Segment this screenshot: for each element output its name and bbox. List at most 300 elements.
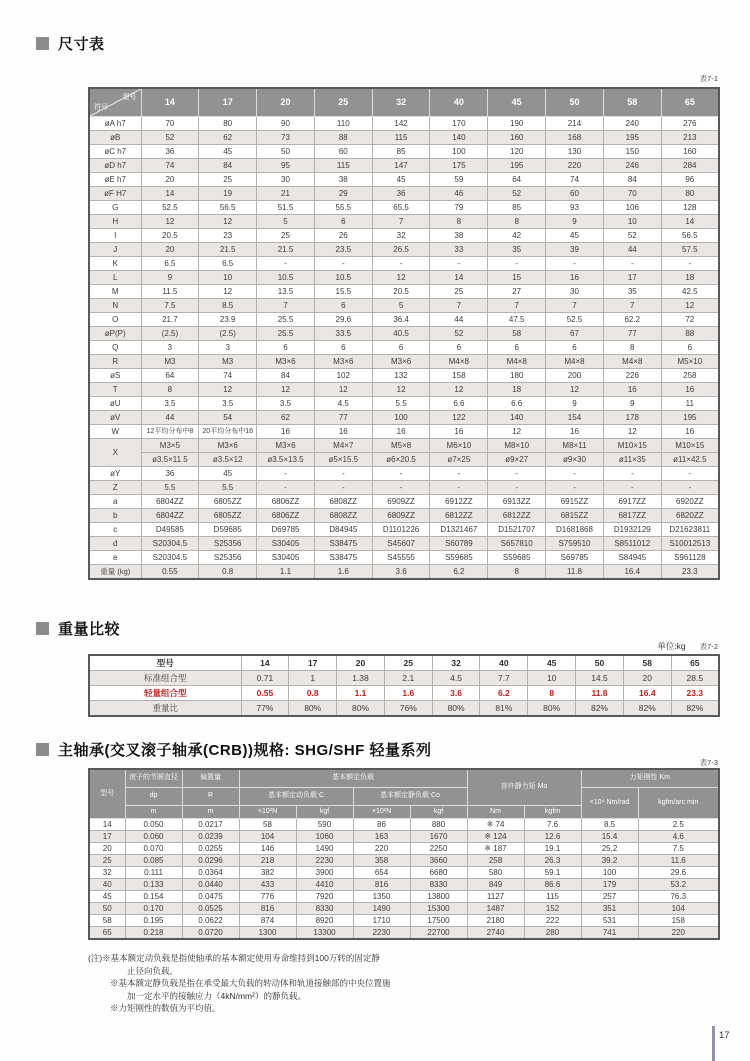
model-header-cell: 20: [257, 88, 315, 117]
symbol-label-cell: øA h7: [89, 117, 141, 131]
value-cell: S20304.5: [141, 537, 199, 551]
value-cell: 54: [199, 411, 257, 425]
value-cell: 18: [661, 271, 719, 285]
symbol-label-cell: R: [89, 355, 141, 369]
value-cell: D1681868: [546, 523, 604, 537]
value-cell: 776: [239, 891, 296, 903]
footnote-line: ※基本额定静负载是指在承受最大负载的转动体和轨道接触部的中央位置施: [110, 978, 391, 988]
value-cell: 104: [239, 831, 296, 843]
value-cell: 6.6: [488, 397, 546, 411]
value-cell: 77: [314, 411, 372, 425]
value-cell: 10: [603, 215, 661, 229]
header-km-unit-kgfm: kgfm/arc min: [638, 788, 719, 819]
table-row: [89, 523, 719, 537]
value-cell: -: [546, 481, 604, 495]
value-cell: M4×8: [430, 355, 488, 369]
value-cell: 13300: [296, 927, 353, 940]
value-cell: 2230: [353, 927, 410, 940]
value-cell: 45: [199, 467, 257, 481]
value-cell: 12: [199, 383, 257, 397]
symbol-label-cell: øC h7: [89, 145, 141, 159]
value-cell: 35: [603, 285, 661, 299]
value-cell: 62: [199, 131, 257, 145]
value-cell: 6915ZZ: [546, 495, 604, 509]
model-cell: 45: [89, 891, 125, 903]
value-cell: S961128: [661, 551, 719, 565]
value-cell: 58: [488, 327, 546, 341]
model-cell: 25: [89, 855, 125, 867]
value-cell: 88: [314, 131, 372, 145]
value-cell: 16: [603, 383, 661, 397]
value-cell: M4×8: [488, 355, 546, 369]
value-cell: 880: [410, 819, 467, 831]
symbol-label-cell: N: [89, 299, 141, 313]
value-cell: 56.5: [199, 201, 257, 215]
value-cell: 130: [546, 145, 604, 159]
table-row: [89, 855, 719, 867]
value-cell: 0.0720: [182, 927, 239, 940]
unit-dyn-n: ×10²N: [239, 806, 296, 819]
value-cell: 12: [603, 425, 661, 439]
table-row: [89, 243, 719, 257]
bearing-header-row1: [89, 769, 719, 788]
value-cell: S45555: [372, 551, 430, 565]
value-cell: D1321467: [430, 523, 488, 537]
value-cell: 276: [661, 117, 719, 131]
header-dp: dp: [125, 788, 182, 806]
value-cell: M6×10: [430, 439, 488, 453]
table-row: [89, 495, 719, 509]
value-cell: 33: [430, 243, 488, 257]
value-cell: -: [314, 257, 372, 271]
value-cell: D21623811: [661, 523, 719, 537]
table-row: [89, 819, 719, 831]
value-cell: 0.133: [125, 879, 182, 891]
value-cell: 25.5: [257, 327, 315, 341]
value-cell: 57.5: [661, 243, 719, 257]
value-cell: 70: [603, 187, 661, 201]
value-cell: D49585: [141, 523, 199, 537]
value-cell: 849: [467, 879, 524, 891]
model-header-cell: 58: [623, 655, 671, 671]
value-cell: 0.111: [125, 867, 182, 879]
value-cell: 25: [199, 173, 257, 187]
value-cell: 0.71: [241, 671, 289, 686]
value-cell: M3×6: [372, 355, 430, 369]
value-cell: 20: [623, 671, 671, 686]
value-cell: 20.5: [372, 285, 430, 299]
value-cell: 18: [488, 383, 546, 397]
value-cell: 52: [603, 229, 661, 243]
row-label-cell: 重量比: [89, 701, 241, 717]
value-cell: 6804ZZ: [141, 509, 199, 523]
value-cell: 80%: [528, 701, 576, 717]
value-cell: ø3.5×11.5: [141, 453, 199, 467]
value-cell: 16: [430, 425, 488, 439]
value-cell: ø11×42.5: [661, 453, 719, 467]
value-cell: 14: [430, 271, 488, 285]
value-cell: 195: [603, 131, 661, 145]
value-cell: 19: [199, 187, 257, 201]
value-cell: 12: [141, 215, 199, 229]
value-cell: 51.5: [257, 201, 315, 215]
model-header-cell: 17: [199, 88, 257, 117]
value-cell: 12: [488, 425, 546, 439]
value-cell: 654: [353, 867, 410, 879]
footnotes: [88, 952, 391, 1015]
footnote-line: (注)※基本额定动负载是指使轴承的基本额定使用寿命维持到100万转的固定静: [88, 953, 380, 963]
value-cell: 220: [638, 927, 719, 940]
value-cell: 74: [546, 173, 604, 187]
value-cell: 16: [314, 425, 372, 439]
value-cell: 590: [296, 819, 353, 831]
table-row: [89, 509, 719, 523]
value-cell: 100: [430, 145, 488, 159]
value-cell: S69785: [546, 551, 604, 565]
value-cell: 147: [372, 159, 430, 173]
value-cell: 7: [488, 299, 546, 313]
value-cell: 1.38: [337, 671, 385, 686]
value-cell: 0.0217: [182, 819, 239, 831]
value-cell: 6.5: [199, 257, 257, 271]
page-number-bar: [712, 1026, 715, 1061]
value-cell: 7920: [296, 891, 353, 903]
value-cell: 25: [257, 229, 315, 243]
value-cell: ※ 187: [467, 843, 524, 855]
value-cell: 47.5: [488, 313, 546, 327]
value-cell: 38: [314, 173, 372, 187]
value-cell: (2.5): [141, 327, 199, 341]
value-cell: 8: [488, 565, 546, 580]
value-cell: 64: [141, 369, 199, 383]
symbol-label-cell: W: [89, 425, 141, 439]
value-cell: ø5×15.5: [314, 453, 372, 467]
value-cell: 0.0296: [182, 855, 239, 867]
model-cell: 20: [89, 843, 125, 855]
table-row: [89, 537, 719, 551]
value-cell: 1350: [353, 891, 410, 903]
table-row: [89, 915, 719, 927]
value-cell: 115: [524, 891, 581, 903]
value-cell: 29: [314, 187, 372, 201]
value-cell: 85: [372, 145, 430, 159]
value-cell: 76%: [384, 701, 432, 717]
table-row: [89, 145, 719, 159]
value-cell: 4.5: [314, 397, 372, 411]
value-cell: 1.1: [257, 565, 315, 580]
table-row: [89, 201, 719, 215]
value-cell: 26: [314, 229, 372, 243]
model-header-cell: 45: [528, 655, 576, 671]
value-cell: M3×6: [257, 439, 315, 453]
value-cell: 8: [603, 341, 661, 355]
value-cell: 6808ZZ: [314, 509, 372, 523]
value-cell: 3: [141, 341, 199, 355]
table-row: [89, 903, 719, 915]
value-cell: 67: [546, 327, 604, 341]
value-cell: 160: [661, 145, 719, 159]
value-cell: S59685: [430, 551, 488, 565]
value-cell: 16.4: [623, 686, 671, 701]
table-row: [89, 355, 719, 369]
heading-square-icon: [36, 743, 49, 756]
symbol-label-cell: øS: [89, 369, 141, 383]
model-cell: 32: [89, 867, 125, 879]
value-cell: 0.085: [125, 855, 182, 867]
value-cell: 104: [638, 903, 719, 915]
value-cell: 9: [603, 397, 661, 411]
value-cell: 6804ZZ: [141, 495, 199, 509]
value-cell: 8330: [410, 879, 467, 891]
value-cell: D69785: [257, 523, 315, 537]
value-cell: S45607: [372, 537, 430, 551]
value-cell: 6.2: [430, 565, 488, 580]
symbol-label-cell: a: [89, 495, 141, 509]
value-cell: 77%: [241, 701, 289, 717]
value-cell: 20.5: [141, 229, 199, 243]
value-cell: M5×8: [372, 439, 430, 453]
table-row: [89, 481, 719, 495]
value-cell: 6809ZZ: [372, 509, 430, 523]
value-cell: ※ 124: [467, 831, 524, 843]
value-cell: 163: [353, 831, 410, 843]
value-cell: D1101226: [372, 523, 430, 537]
value-cell: 21.5: [257, 243, 315, 257]
value-cell: 35: [488, 243, 546, 257]
value-cell: 102: [314, 369, 372, 383]
dimension-header-row: [89, 88, 719, 117]
value-cell: 11.5: [141, 285, 199, 299]
value-cell: 190: [488, 117, 546, 131]
table-row: [89, 467, 719, 481]
value-cell: 158: [430, 369, 488, 383]
value-cell: ø3.5×13.5: [257, 453, 315, 467]
header-moment-rigidity: 力矩刚性 Km: [581, 769, 719, 788]
table-row: [89, 257, 719, 271]
table-row: [89, 215, 719, 229]
symbol-label-cell: J: [89, 243, 141, 257]
value-cell: M3×6: [199, 439, 257, 453]
value-cell: 0.070: [125, 843, 182, 855]
symbol-label-cell: O: [89, 313, 141, 327]
value-cell: 6: [488, 341, 546, 355]
value-cell: S30405: [257, 551, 315, 565]
value-cell: -: [661, 257, 719, 271]
bearing-header-row2: [89, 788, 719, 806]
table-row: [89, 229, 719, 243]
value-cell: 30: [257, 173, 315, 187]
value-cell: S60789: [430, 537, 488, 551]
value-cell: 6: [661, 341, 719, 355]
header-km-unit-nm: ×10⁴ Nm/rad: [581, 788, 638, 819]
value-cell: 6806ZZ: [257, 509, 315, 523]
value-cell: 0.55: [141, 565, 199, 580]
value-cell: 0.060: [125, 831, 182, 843]
value-cell: 106: [603, 201, 661, 215]
value-cell: 45: [546, 229, 604, 243]
value-cell: 36: [372, 187, 430, 201]
table-row: [89, 565, 719, 580]
value-cell: -: [430, 481, 488, 495]
corner-diagonal: [90, 89, 141, 116]
bearing-spec-table: [88, 768, 720, 940]
value-cell: 29.6: [638, 867, 719, 879]
value-cell: 16.4: [603, 565, 661, 580]
value-cell: 82%: [671, 701, 719, 717]
value-cell: 15.4: [581, 831, 638, 843]
value-cell: 6917ZZ: [603, 495, 661, 509]
symbol-label-cell: øF H7: [89, 187, 141, 201]
value-cell: 220: [546, 159, 604, 173]
value-cell: 6913ZZ: [488, 495, 546, 509]
value-cell: 7.6: [524, 819, 581, 831]
footnote-line: 加一定水平的接触应力（4kN/mm²）的静负载。: [127, 990, 306, 1001]
value-cell: 6806ZZ: [257, 495, 315, 509]
value-cell: 12.6: [524, 831, 581, 843]
value-cell: 86: [353, 819, 410, 831]
value-cell: S10012513: [661, 537, 719, 551]
value-cell: 12: [661, 299, 719, 313]
value-cell: 6812ZZ: [430, 509, 488, 523]
model-header-cell: 14: [141, 88, 199, 117]
value-cell: 6805ZZ: [199, 509, 257, 523]
value-cell: 3: [199, 341, 257, 355]
model-header-cell: 25: [384, 655, 432, 671]
value-cell: S759510: [546, 537, 604, 551]
weight-header-row: [89, 655, 719, 671]
value-cell: 10: [528, 671, 576, 686]
value-cell: 22700: [410, 927, 467, 940]
value-cell: 50: [257, 145, 315, 159]
model-cell: 58: [89, 915, 125, 927]
value-cell: 115: [314, 159, 372, 173]
value-cell: 195: [488, 159, 546, 173]
value-cell: M3: [141, 355, 199, 369]
table-row: [89, 159, 719, 173]
value-cell: S30405: [257, 537, 315, 551]
table-row: [89, 551, 719, 565]
value-cell: 110: [314, 117, 372, 131]
value-cell: 62.2: [603, 313, 661, 327]
value-cell: 7.7: [480, 671, 528, 686]
value-cell: 7: [257, 299, 315, 313]
value-cell: 80%: [337, 701, 385, 717]
value-cell: 26.3: [524, 855, 581, 867]
value-cell: 44: [603, 243, 661, 257]
value-cell: 0.8: [199, 565, 257, 580]
value-cell: 74: [199, 369, 257, 383]
value-cell: 7: [430, 299, 488, 313]
value-cell: 433: [239, 879, 296, 891]
value-cell: 0.170: [125, 903, 182, 915]
value-cell: 10.5: [314, 271, 372, 285]
model-header-cell: 40: [430, 88, 488, 117]
value-cell: 7: [546, 299, 604, 313]
value-cell: 7: [603, 299, 661, 313]
row-label-cell: 标准组合型: [89, 671, 241, 686]
unit-mo-kgfm: kgfm: [524, 806, 581, 819]
value-cell: 7.5: [638, 843, 719, 855]
value-cell: 12: [257, 383, 315, 397]
value-cell: 6.5: [141, 257, 199, 271]
value-cell: ø7×25: [430, 453, 488, 467]
value-cell: 531: [581, 915, 638, 927]
symbol-label-cell: b: [89, 509, 141, 523]
value-cell: -: [603, 481, 661, 495]
value-cell: 72: [661, 313, 719, 327]
symbol-label-cell: øE h7: [89, 173, 141, 187]
value-cell: D84945: [314, 523, 372, 537]
value-cell: 3.6: [432, 686, 480, 701]
value-cell: -: [372, 467, 430, 481]
value-cell: 20: [141, 243, 199, 257]
value-cell: 64: [488, 173, 546, 187]
value-cell: 6: [314, 341, 372, 355]
value-cell: -: [314, 481, 372, 495]
value-cell: 0.0364: [182, 867, 239, 879]
value-cell: 13.5: [257, 285, 315, 299]
value-cell: 6812ZZ: [488, 509, 546, 523]
value-cell: ø9×30: [546, 453, 604, 467]
value-cell: 152: [524, 903, 581, 915]
value-cell: 70: [141, 117, 199, 131]
table-row: [89, 187, 719, 201]
value-cell: M3×6: [257, 355, 315, 369]
value-cell: 85: [488, 201, 546, 215]
table-row: [89, 879, 719, 891]
table-row: [89, 313, 719, 327]
section-title-bearing: 主轴承(交叉滚子轴承(CRB))规格: SHG/SHF 轻量系列: [58, 742, 432, 759]
header-static-load: 基本额定静负载 Co: [353, 788, 467, 806]
model-header-cell: 65: [661, 88, 719, 117]
value-cell: -: [430, 257, 488, 271]
value-cell: 84: [199, 159, 257, 173]
symbol-label-cell: d: [89, 537, 141, 551]
dimension-table: [88, 87, 720, 580]
symbol-label-cell: øU: [89, 397, 141, 411]
value-cell: 45: [199, 145, 257, 159]
value-cell: 90: [257, 117, 315, 131]
value-cell: 6805ZZ: [199, 495, 257, 509]
symbol-label-cell: c: [89, 523, 141, 537]
model-header-cell: 50: [546, 88, 604, 117]
value-cell: 2740: [467, 927, 524, 940]
symbol-label-cell: 重量 (kg): [89, 565, 141, 580]
table-row: [89, 383, 719, 397]
value-cell: 0.195: [125, 915, 182, 927]
value-cell: 12: [199, 285, 257, 299]
value-cell: S25356: [199, 537, 257, 551]
value-cell: 58: [239, 819, 296, 831]
model-header-cell: 32: [432, 655, 480, 671]
value-cell: 154: [546, 411, 604, 425]
value-cell: 12: [199, 215, 257, 229]
value-cell: 52.5: [141, 201, 199, 215]
value-cell: 80%: [432, 701, 480, 717]
unit-mo-nm: Nm: [467, 806, 524, 819]
value-cell: 195: [661, 411, 719, 425]
value-cell: S20304.5: [141, 551, 199, 565]
value-cell: 59.1: [524, 867, 581, 879]
value-cell: 21.5: [199, 243, 257, 257]
value-cell: 5: [372, 299, 430, 313]
value-cell: 25.2: [581, 843, 638, 855]
value-cell: M3: [199, 355, 257, 369]
table-row: [89, 369, 719, 383]
value-cell: 1.1: [337, 686, 385, 701]
value-cell: 95: [257, 159, 315, 173]
value-cell: -: [257, 467, 315, 481]
